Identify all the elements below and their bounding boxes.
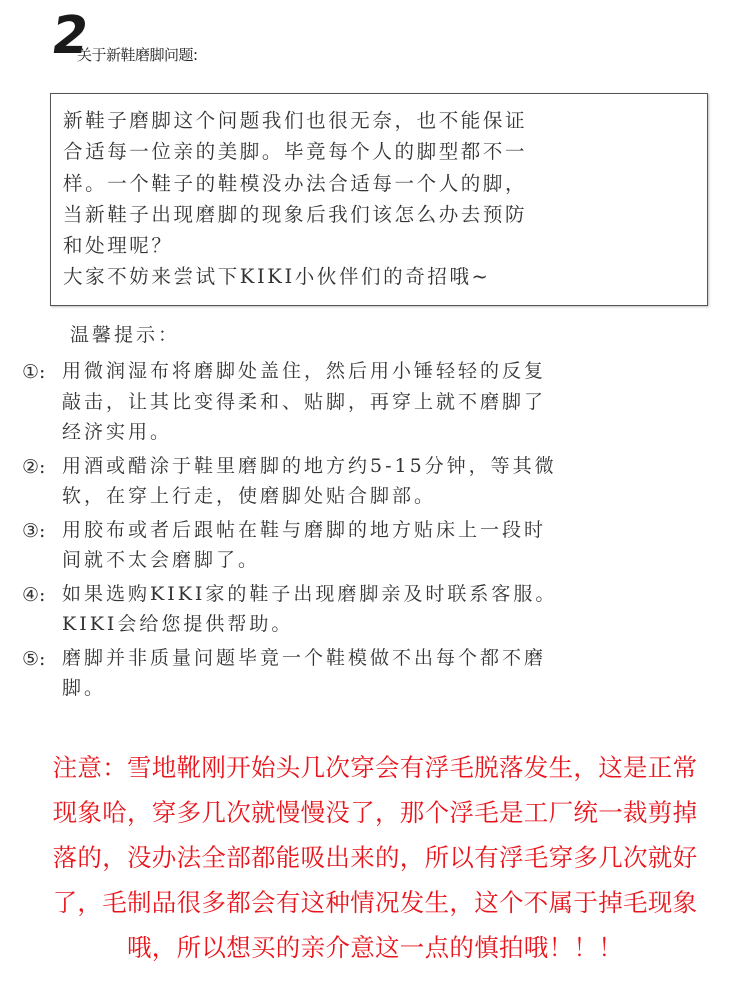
notice-block [0, 745, 750, 970]
intro-line: 新鞋子磨脚这个问题我们也很无奈，也不能保证 [63, 109, 528, 132]
tip-line: 间就不太会磨脚了。 [62, 549, 261, 571]
notice-line: 现象哈，穿多几次就慢慢没了，那个浮毛是工厂统一裁剪掉 [52, 798, 698, 827]
intro-line: 大家不妨来尝试下KIKI小伙伴们的奇招哦~ [63, 265, 491, 289]
tips-list [22, 356, 742, 707]
notice-line: 落的，没办法全部都能吸出来的，所以有浮毛穿多几次就好 [52, 843, 698, 872]
tip-line: 经济实用。 [62, 421, 173, 443]
tip-item-4 [22, 579, 742, 640]
intro-line: 当新鞋子出现磨脚的现象后我们该怎么办去预防 [63, 202, 528, 226]
notice-line: 注意：雪地靴刚开始头几次穿会有浮毛脱落发生，这是正常 [52, 753, 698, 782]
section-number: 2 [47, 6, 93, 66]
intro-line: 和处理呢？ [63, 234, 174, 258]
tip-item-1 [22, 356, 742, 448]
tip-line: 敲击，让其比变得柔和、贴脚，再穿上就不磨脚了 [62, 390, 547, 413]
tip-number: ⑤: [22, 647, 46, 670]
intro-box [50, 93, 708, 306]
tip-number: ①: [22, 361, 46, 383]
notice-line: 了，毛制品很多都会有这种情况发生，这个不属于掉毛现象 [52, 888, 698, 917]
tip-line: 软，在穿上行走，使磨脚处贴合脚部。 [62, 485, 437, 507]
tip-line: 磨脚并非质量问题毕竟一个鞋模做不出每个都不磨 [62, 646, 547, 669]
tip-item-3 [22, 515, 742, 576]
tip-line: KIKI会给您提供帮助。 [62, 613, 294, 635]
notice-line: 哦，所以想买的亲介意这一点的慎拍哦！！！ [127, 933, 623, 962]
tip-number: ③: [22, 519, 46, 542]
intro-line: 合适每一位亲的美脚。毕竟每个人的脚型都不一 [63, 140, 528, 164]
section-title: 关于新鞋磨脚问题: [77, 46, 198, 64]
tip-line: 用酒或醋涂于鞋里磨脚的地方约5-15分钟，等其微 [62, 454, 557, 477]
tip-item-5 [22, 643, 742, 704]
tip-item-2 [22, 451, 742, 512]
intro-line: 样。一个鞋子的鞋模没办法合适每一个人的脚， [63, 171, 528, 195]
tip-number: ②: [22, 455, 46, 478]
section-header [47, 6, 312, 68]
tip-line: 脚。 [62, 677, 107, 699]
tip-line: 用胶布或者后跟帖在鞋与磨脚的地方贴床上一段时 [62, 518, 547, 541]
tip-line: 用微润湿布将磨脚处盖住，然后用小锤轻轻的反复 [62, 360, 547, 382]
tips-heading: 温馨提示： [70, 324, 181, 346]
tip-line: 如果选购KIKI家的鞋子出现磨脚亲及时联系客服。 [62, 582, 558, 605]
tip-number: ④: [22, 583, 46, 606]
